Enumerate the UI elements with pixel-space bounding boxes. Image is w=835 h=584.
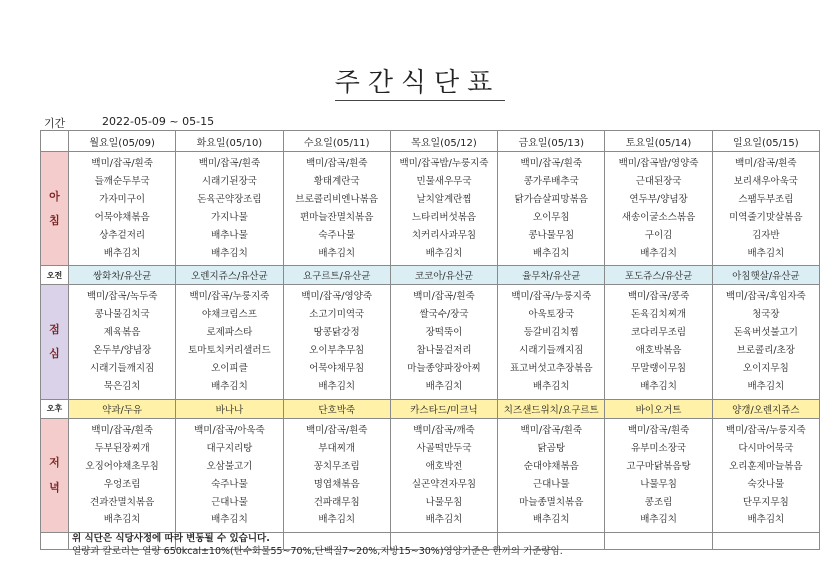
lunch-label xyxy=(41,285,69,399)
note-calorie: 열량과 칼로리는 열량 650kcal±10%(탄수화물55~70%,단백질7~20%,지방15~30%)영양기준은 한끼의 기준량임. xyxy=(72,546,563,557)
menu-item: 브로콜리/초장 xyxy=(736,345,795,357)
menu-item: 청국장 xyxy=(752,309,780,321)
blank-cell xyxy=(712,533,819,550)
menu-item: 배추김치 xyxy=(532,247,570,259)
menu-item: 백미/잡곡/흰죽 xyxy=(735,158,797,169)
day-header: 화요일(05/10) xyxy=(176,131,283,152)
menu-item: 백미/잡곡/깨죽 xyxy=(413,424,475,436)
menu-item: 소고기미역국 xyxy=(309,309,365,321)
menu-item: 꽁치무조림 xyxy=(313,460,360,472)
pm-snack-row xyxy=(41,399,820,418)
weekly-menu-table xyxy=(40,130,820,550)
note-change: 위 식단은 식당사정에 따라 변동될 수 있습니다. xyxy=(72,533,270,544)
menu-item: 로제파스타 xyxy=(206,327,253,339)
am-snack-row xyxy=(41,266,820,285)
menu-item: 오이지무침 xyxy=(742,363,789,375)
menu-item: 야채크림스프 xyxy=(201,309,257,321)
lunch-menu-tue xyxy=(176,285,283,399)
breakfast-label xyxy=(41,152,69,266)
breakfast-label-char: 침 xyxy=(49,213,60,227)
menu-item: 돈육버섯불고기 xyxy=(733,327,798,339)
menu-item: 브로콜리비엔나볶음 xyxy=(295,193,378,205)
menu-item: 어묵야채볶음 xyxy=(94,211,150,223)
menu-item: 배추김치 xyxy=(425,247,463,259)
menu-item: 나물무침 xyxy=(640,478,677,490)
page-title: 주간식단표 xyxy=(334,68,501,98)
menu-item: 황태계란국 xyxy=(313,175,360,187)
menu-item: 배추김치 xyxy=(640,380,677,392)
menu-item: 날치알계란찜 xyxy=(416,193,472,205)
menu-item: 백미/잡곡/흰죽 xyxy=(520,424,582,436)
menu-item: 배추김치 xyxy=(103,247,141,259)
am-snack-label: 오전 xyxy=(41,266,69,285)
menu-item: 순대야채볶음 xyxy=(523,460,579,472)
menu-item: 우엉조림 xyxy=(103,478,141,490)
menu-item: 실곤약견자무침 xyxy=(411,478,477,490)
breakfast-label-char: 아 xyxy=(49,189,60,203)
menu-item: 참나물겉저리 xyxy=(416,345,472,357)
menu-item: 근대된장국 xyxy=(635,175,682,187)
menu-item: 백미/잡곡/흰죽 xyxy=(305,424,368,436)
menu-item: 토마토치커리샐러드 xyxy=(188,345,271,357)
menu-item: 오이피클 xyxy=(211,363,248,375)
day-header: 일요일(05/15) xyxy=(712,131,819,152)
menu-item: 마늘종멸치볶음 xyxy=(519,496,584,508)
dinner-label-char: 녁 xyxy=(49,480,60,494)
menu-item: 백미/잡곡밥/누룽지죽 xyxy=(399,158,489,169)
menu-item: 보리새우아욱국 xyxy=(733,175,798,187)
am-snack-item: 쌍화차/유산균 xyxy=(69,266,176,285)
menu-item: 백미/잡곡/아욱죽 xyxy=(194,424,265,436)
blank-cell xyxy=(41,533,69,550)
menu-item: 대구지리탕 xyxy=(206,442,253,454)
menu-item: 애호박볶음 xyxy=(635,345,682,357)
menu-item: 오이부추무침 xyxy=(309,345,365,357)
menu-item: 배추김치 xyxy=(425,514,463,526)
menu-item: 김자반 xyxy=(752,229,780,241)
menu-item: 무말랭이무침 xyxy=(631,363,687,375)
menu-item: 백미/잡곡/흰죽 xyxy=(198,158,261,169)
menu-item: 배추김치 xyxy=(747,380,785,392)
menu-item: 미역줄기맛살볶음 xyxy=(729,211,803,223)
menu-item: 편마늘잔멸치볶음 xyxy=(299,211,374,223)
menu-item: 명엽채볶음 xyxy=(313,478,360,490)
dinner-menu-sat xyxy=(605,418,712,532)
menu-item: 돈육곤약장조림 xyxy=(197,193,262,205)
menu-item: 가지나물 xyxy=(211,211,248,223)
menu-item: 새송이굴소스볶음 xyxy=(621,211,696,223)
breakfast-menu-thu xyxy=(390,152,497,266)
pm-snack-item: 바나나 xyxy=(176,399,283,418)
day-header: 월요일(05/09) xyxy=(69,131,176,152)
menu-item: 배추김치 xyxy=(532,514,570,526)
dinner-menu-mon xyxy=(69,418,176,532)
pm-snack-item: 바이오거트 xyxy=(605,399,712,418)
menu-item: 배추김치 xyxy=(640,514,677,526)
menu-item: 숙갓나물 xyxy=(747,478,785,490)
lunch-row xyxy=(41,285,820,399)
blank-cell xyxy=(605,533,712,550)
menu-item: 오리훈제마늘볶음 xyxy=(729,460,803,472)
dinner-menu-sun xyxy=(712,418,819,532)
menu-item: 시래기들깨지짐 xyxy=(519,345,584,357)
dinner-label xyxy=(41,418,69,532)
menu-item: 배추김치 xyxy=(425,380,463,392)
menu-item: 백미/잡곡/흰죽 xyxy=(520,158,582,169)
menu-item: 제육볶음 xyxy=(103,327,141,339)
menu-item: 배추김치 xyxy=(103,514,141,526)
menu-item: 배추김치 xyxy=(211,380,248,392)
menu-item: 스팸두부조림 xyxy=(738,193,794,205)
menu-item: 두부된장찌개 xyxy=(94,442,150,454)
day-header: 목요일(05/12) xyxy=(390,131,497,152)
menu-item: 배추김치 xyxy=(318,247,356,259)
lunch-menu-fri xyxy=(498,285,605,399)
am-snack-item: 아침햇살/유산균 xyxy=(712,266,819,285)
menu-item: 장떡뚝이 xyxy=(425,327,463,339)
menu-item: 아욱토장국 xyxy=(528,309,575,321)
menu-item: 백미/잡곡/흰죽 xyxy=(91,158,153,169)
lunch-menu-sat xyxy=(605,285,712,399)
breakfast-row xyxy=(41,152,820,266)
menu-item: 오징어야채초무침 xyxy=(85,460,159,472)
am-snack-item: 율무차/유산균 xyxy=(498,266,605,285)
menu-item: 돈육김치찌개 xyxy=(631,309,687,321)
dinner-row xyxy=(41,418,820,532)
menu-item: 상추겉저리 xyxy=(99,229,146,241)
menu-item: 구이김 xyxy=(644,229,673,241)
menu-item: 쌀국수/장국 xyxy=(419,309,469,321)
menu-item: 콩나물무침 xyxy=(528,229,575,241)
menu-item: 시래기들깨지짐 xyxy=(90,363,155,375)
menu-item: 백미/잡곡/콩죽 xyxy=(627,291,690,303)
menu-item: 마늘종양파장아찌 xyxy=(407,363,481,375)
menu-item: 근대나물 xyxy=(532,478,570,490)
menu-item: 콩가루배추국 xyxy=(523,175,579,187)
menu-item: 숙주나물 xyxy=(318,229,356,241)
am-snack-item: 포도쥬스/유산균 xyxy=(605,266,712,285)
menu-item: 배추김치 xyxy=(211,247,248,259)
menu-item: 백미/잡곡/흰죽 xyxy=(627,424,690,436)
am-snack-item: 요구르트/유산균 xyxy=(283,266,390,285)
menu-item: 백미/잡곡/누룽지죽 xyxy=(725,424,806,436)
am-snack-item: 코코아/유산균 xyxy=(390,266,497,285)
menu-item: 나물무침 xyxy=(425,496,463,508)
menu-item: 배추김치 xyxy=(318,380,356,392)
menu-item: 등갈비김치찜 xyxy=(523,327,579,339)
day-header-row xyxy=(41,131,820,152)
pm-snack-label: 오후 xyxy=(41,399,69,418)
menu-item: 오삼불고기 xyxy=(206,460,253,472)
day-header: 토요일(05/14) xyxy=(605,131,712,152)
menu-item: 연두부/양념장 xyxy=(629,193,688,205)
menu-item: 백미/잡곡밥/영양죽 xyxy=(618,158,699,169)
lunch-menu-wed xyxy=(283,285,390,399)
menu-item: 닭곰탕 xyxy=(537,442,566,454)
pm-snack-item: 양갱/오렌지쥬스 xyxy=(712,399,819,418)
dinner-label-char: 저 xyxy=(49,456,60,470)
menu-item: 백미/잡곡/누룽지죽 xyxy=(511,291,592,303)
menu-item: 표고버섯고추장볶음 xyxy=(509,363,593,375)
breakfast-menu-wed xyxy=(283,152,390,266)
menu-item: 치커리사과무침 xyxy=(411,229,477,241)
menu-item: 콩나물김치국 xyxy=(94,309,150,321)
menu-item: 땅콩닭강정 xyxy=(313,327,360,339)
breakfast-menu-fri xyxy=(498,152,605,266)
am-snack-item: 오렌지쥬스/유산균 xyxy=(176,266,283,285)
menu-item: 백미/잡곡/흑임자죽 xyxy=(725,291,806,303)
menu-item: 배추김치 xyxy=(640,247,677,259)
pm-snack-item: 치즈샌드위치/요구르트 xyxy=(498,399,605,418)
menu-item: 민물새우무국 xyxy=(416,175,472,187)
dinner-menu-fri xyxy=(498,418,605,532)
menu-item: 배추김치 xyxy=(211,514,248,526)
notes xyxy=(72,532,563,558)
breakfast-menu-tue xyxy=(176,152,283,266)
pm-snack-item: 약과/두유 xyxy=(69,399,176,418)
menu-item: 다시마어묵국 xyxy=(738,442,794,454)
menu-item: 고구마닭볶음탕 xyxy=(626,460,691,472)
menu-item: 가자미구이 xyxy=(99,193,146,205)
dinner-menu-thu xyxy=(390,418,497,532)
day-header: 금요일(05/13) xyxy=(498,131,605,152)
menu-item: 묵은김치 xyxy=(103,380,141,392)
lunch-menu-sun xyxy=(712,285,819,399)
menu-item: 온두부/양념장 xyxy=(93,345,152,357)
corner-cell xyxy=(41,131,69,152)
menu-item: 백미/잡곡/흰죽 xyxy=(91,424,153,436)
menu-item: 느타리버섯볶음 xyxy=(411,211,477,223)
lunch-menu-thu xyxy=(390,285,497,399)
menu-item: 콩조림 xyxy=(644,496,673,508)
menu-item: 부대찌개 xyxy=(318,442,356,454)
menu-item: 견과잔멸치볶음 xyxy=(90,496,155,508)
menu-item: 들깨순두부국 xyxy=(94,175,150,187)
period-label: 기간 xyxy=(44,117,66,130)
menu-item: 배추김치 xyxy=(532,380,570,392)
title-underline xyxy=(335,100,505,101)
menu-item: 배추김치 xyxy=(318,514,356,526)
day-header: 수요일(05/11) xyxy=(283,131,390,152)
dinner-menu-wed xyxy=(283,418,390,532)
menu-item: 백미/잡곡/누룽지죽 xyxy=(189,291,270,303)
menu-item: 배추나물 xyxy=(211,229,248,241)
menu-item: 코다리무조림 xyxy=(631,327,687,339)
menu-item: 유부미소장국 xyxy=(631,442,687,454)
period-value: 2022-05-09 ~ 05-15 xyxy=(102,115,215,128)
pm-snack-item: 카스타드/미크닉 xyxy=(390,399,497,418)
breakfast-menu-sun xyxy=(712,152,819,266)
pm-snack-item: 단호박죽 xyxy=(283,399,390,418)
dinner-menu-tue xyxy=(176,418,283,532)
breakfast-menu-mon xyxy=(69,152,176,266)
menu-item: 건파래무침 xyxy=(313,496,360,508)
lunch-label-char: 점 xyxy=(49,322,60,336)
lunch-label-char: 심 xyxy=(49,347,60,361)
menu-item: 백미/잡곡/흰죽 xyxy=(413,291,475,303)
menu-item: 어묵야채무침 xyxy=(309,363,365,375)
menu-item: 백미/잡곡/영양죽 xyxy=(301,291,373,303)
menu-item: 시래기된장국 xyxy=(201,175,257,187)
menu-item: 백미/잡곡/녹두죽 xyxy=(86,291,158,303)
breakfast-menu-sat xyxy=(605,152,712,266)
menu-item: 근대나물 xyxy=(211,496,248,508)
menu-item: 애호박전 xyxy=(425,460,463,472)
menu-item: 사골떡만두국 xyxy=(416,442,472,454)
menu-item: 오이무침 xyxy=(532,211,570,223)
menu-item: 닭가슴살피망볶음 xyxy=(514,193,588,205)
menu-item: 배추김치 xyxy=(747,514,785,526)
menu-item: 백미/잡곡/흰죽 xyxy=(305,158,368,169)
menu-item: 단무지무침 xyxy=(742,496,789,508)
lunch-menu-mon xyxy=(69,285,176,399)
menu-item: 숙주나물 xyxy=(211,478,248,490)
menu-item: 배추김치 xyxy=(747,247,785,259)
